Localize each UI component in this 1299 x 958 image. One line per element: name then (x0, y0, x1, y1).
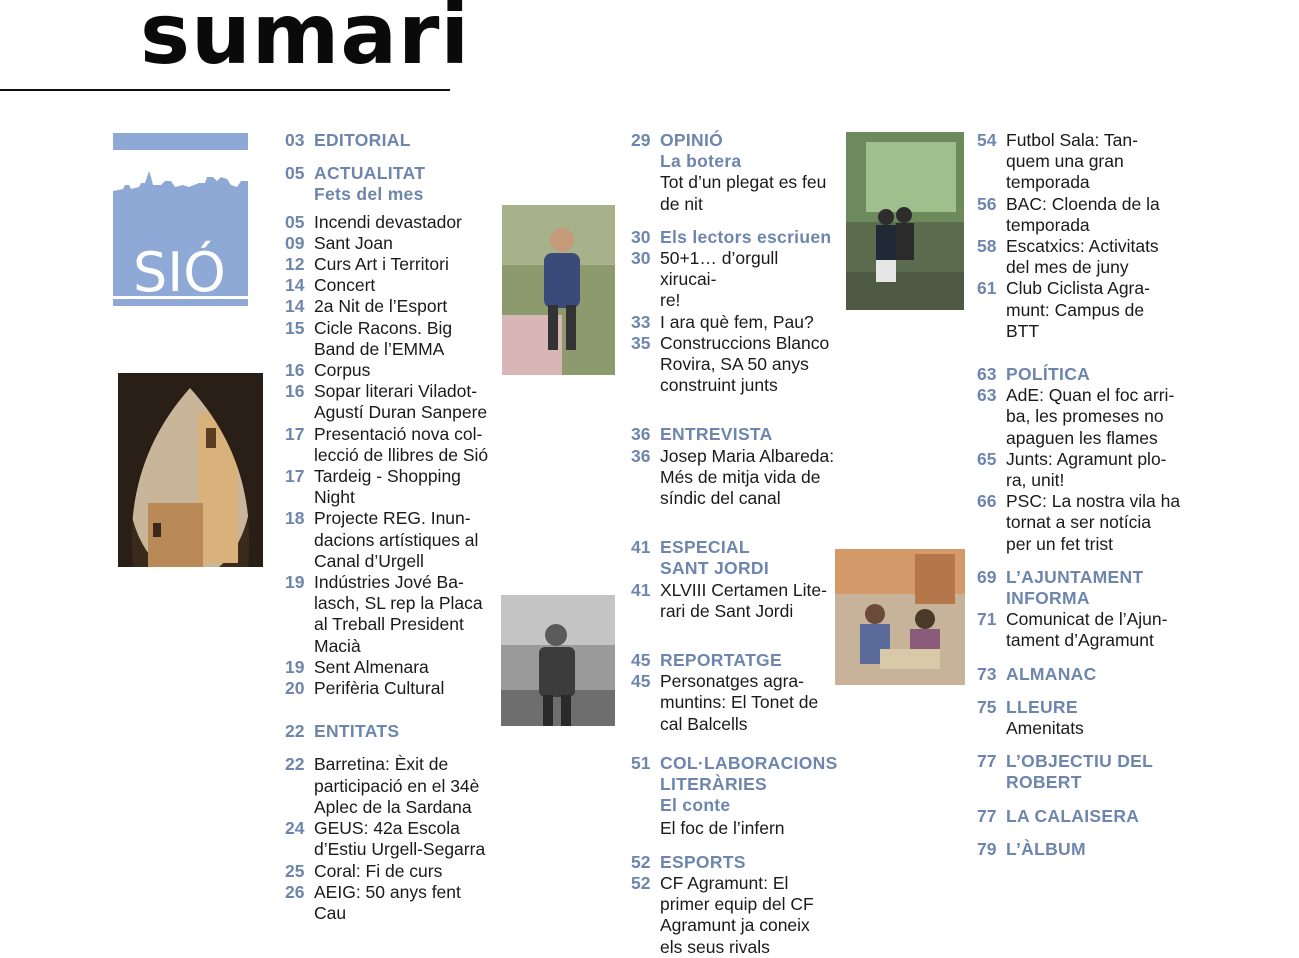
toc-entry (285, 818, 500, 860)
entry-title: Els lectors escriuen (660, 226, 832, 247)
toc-section-heading (631, 227, 836, 248)
page-number: 41 (631, 537, 651, 558)
page-number: 29 (631, 130, 651, 150)
toc-entry (977, 385, 1192, 449)
toc-entry (631, 312, 836, 333)
toc-entry (977, 236, 1192, 278)
toc-entry (285, 381, 500, 423)
toc-entry (977, 194, 1192, 236)
toc-section-heading (631, 753, 836, 817)
toc-column-1 (285, 130, 500, 924)
entry-title: XLVIII Certamen Lite- rari de Sant Jordi (660, 579, 827, 621)
page-number: 52 (631, 872, 651, 893)
toc-entry (631, 580, 836, 622)
page-number: 12 (285, 254, 305, 275)
entry-title: Personatges agra- muntins: El Tonet de cal Balcells (660, 671, 819, 734)
toc-entry (977, 130, 1192, 194)
toc-entry (285, 318, 500, 360)
entry-title: Junts: Agramunt plo- ra, unit! (1006, 448, 1167, 491)
toc-entry (285, 233, 500, 254)
entry-title: Concert (314, 275, 376, 296)
toc-section-heading (977, 806, 1192, 827)
entry-title: POLÍTICA (1006, 364, 1091, 385)
page-number: 09 (285, 232, 305, 253)
page-number: 30 (631, 248, 651, 269)
toc-section-heading (631, 424, 836, 445)
toc-entry (631, 671, 836, 735)
page-number: 30 (631, 226, 651, 247)
entry-title: LA CALAISERA (1006, 805, 1140, 826)
page-number (631, 818, 660, 839)
page-number: 18 (285, 508, 305, 529)
entry-title: Presentació nova col- lecció de llibres de Sió (314, 423, 489, 465)
page-number: 16 (285, 360, 305, 381)
toc-entry (977, 609, 1192, 651)
page-number: 33 (631, 311, 651, 332)
entry-title: Construccions Blanco Rovira, SA 50 anys construint junts (660, 332, 830, 396)
toc-column-3 (977, 130, 1192, 860)
toc-entry (285, 466, 500, 508)
logo-text: SIÓ (133, 241, 226, 304)
entry-title: PSC: La nostra vila ha tornat a ser notícia per un fet trist (1006, 491, 1181, 554)
entry-title: EDITORIAL (314, 130, 411, 150)
toc-entry (285, 360, 500, 381)
toc-section-heading (977, 697, 1192, 718)
toc-entry (285, 882, 500, 924)
entry-title: L’AJUNTAMENT INFORMA (1006, 566, 1144, 609)
page-number: 22 (285, 754, 305, 775)
entry-title: Escatxics: Activitats del mes de juny (1006, 236, 1159, 278)
entry-title: 2a Nit de l’Esport (314, 296, 448, 317)
entry-title: ENTITATS (314, 721, 400, 742)
photo-couple-screen (846, 132, 964, 310)
entry-title: Tardeig - Shopping Night (314, 466, 461, 508)
page-number: 16 (285, 381, 305, 402)
toc-entry (285, 424, 500, 466)
entry-title: Tot d’un plegat es feu de nit (660, 172, 827, 214)
toc-entry (631, 172, 836, 214)
entry-title: El foc de l’infern (660, 818, 785, 839)
page-number: 03 (285, 130, 305, 150)
toc-entry (631, 873, 836, 958)
page-number: 63 (977, 364, 997, 385)
photo-group-table (835, 549, 965, 685)
photo-person-field (502, 205, 615, 375)
entry-title: Perifèria Cultural (314, 678, 445, 699)
toc-entry (631, 446, 836, 510)
entry-title: GEUS: 42a Escola d’Estiu Urgell-Segarra (314, 818, 486, 860)
entry-title: BAC: Cloenda de la temporada (1006, 193, 1160, 235)
page-number: 24 (285, 818, 305, 839)
entry-title: Amenitats (1006, 718, 1084, 739)
entry-title: ALMANAC (1006, 663, 1097, 684)
page-number: 05 (285, 211, 305, 232)
subsection-heading: La botera (660, 151, 742, 172)
entry-title: L’ÀLBUM (1006, 838, 1086, 859)
toc-section-heading (977, 751, 1192, 793)
sio-logo (113, 133, 248, 306)
toc-entry (977, 449, 1192, 491)
page-number: 45 (631, 671, 651, 692)
toc-entry (631, 248, 836, 312)
toc-column-2 (631, 130, 836, 958)
page-number: 19 (285, 572, 305, 593)
entry-title: Sopar literari Viladot- Agustí Duran Sanpere (314, 381, 488, 423)
entry-title: ACTUALITAT (314, 163, 426, 184)
toc-section-heading (285, 130, 500, 151)
page-number: 75 (977, 696, 997, 717)
page-number: 15 (285, 317, 305, 338)
entry-title: COL·LABORACIONS LITERÀRIES (660, 752, 838, 795)
entry-title: Projecte REG. Inun- dacions artístiques al Canal d’Urgell (314, 508, 479, 571)
photo-old-man (501, 595, 615, 726)
toc-section-heading (631, 130, 836, 172)
entry-title: Futbol Sala: Tan- quem una gran temporada (1006, 130, 1138, 193)
entry-title: Curs Art i Territori (314, 254, 449, 275)
page-number: 51 (631, 752, 651, 773)
entry-title: Incendi devastador (314, 211, 462, 232)
entry-title: Comunicat de l’Ajun- tament d’Agramunt (1006, 609, 1168, 651)
toc-section-heading (631, 852, 836, 873)
page-number: 65 (977, 448, 997, 469)
page-number (631, 172, 660, 214)
toc-entry (631, 818, 836, 839)
entry-title: Indústries Jové Ba- lasch, SL rep la Placa al Treball President Macià (314, 572, 483, 656)
page-number: 71 (977, 609, 997, 630)
entry-title: Sent Almenara (314, 656, 429, 677)
entry-title: ENTREVISTA (660, 424, 773, 445)
toc-section-heading (285, 721, 500, 742)
entry-title: Barretina: Èxit de participació en el 34è Aplec de la Sardana (314, 754, 480, 817)
toc-entry (977, 491, 1192, 555)
subsection-heading: El conte (660, 795, 731, 816)
toc-entry (285, 678, 500, 699)
page-number: 54 (977, 130, 997, 150)
entry-title: Josep Maria Albareda: Més de mitja vida de síndic del canal (660, 445, 835, 509)
entry-title: ESPORTS (660, 851, 746, 872)
toc-entry (285, 508, 500, 572)
page-number: 17 (285, 466, 305, 487)
toc-entry (285, 296, 500, 317)
entry-title: Corpus (314, 360, 371, 381)
toc-section-heading (631, 650, 836, 671)
page-number: 25 (285, 860, 305, 881)
entry-title: Sant Joan (314, 232, 393, 253)
page-number: 69 (977, 566, 997, 587)
toc-section-heading (977, 839, 1192, 860)
entry-title: LLEURE (1006, 696, 1078, 717)
entry-title: I ara què fem, Pau? (660, 311, 814, 332)
toc-entry (285, 657, 500, 678)
entry-title: ESPECIAL SANT JORDI (660, 537, 769, 579)
entry-title: 50+1… d’orgull xirucai- re! (660, 248, 779, 311)
page-number: 52 (631, 851, 651, 872)
toc-section-heading (977, 664, 1192, 685)
page-number: 79 (977, 838, 997, 859)
page-number: 19 (285, 656, 305, 677)
toc-entry (285, 254, 500, 275)
page-number: 56 (977, 193, 997, 214)
page-number: 41 (631, 579, 651, 600)
toc-section-heading (977, 567, 1192, 609)
page-title: sumari (140, 0, 471, 83)
toc-entry (285, 861, 500, 882)
toc-section-heading (631, 537, 836, 579)
toc-section-heading (285, 163, 500, 205)
page-number: 58 (977, 236, 997, 257)
page-number (977, 718, 1006, 739)
page-number: 26 (285, 881, 305, 902)
entry-title: OPINIÓ (660, 130, 724, 150)
entry-title: Club Ciclista Agra- munt: Campus de BTT (1006, 278, 1150, 341)
toc-entry (977, 718, 1192, 739)
page-number: 22 (285, 721, 305, 742)
toc-entry (285, 275, 500, 296)
page-number: 61 (977, 278, 997, 299)
page-number: 77 (977, 805, 997, 826)
page-number: 05 (285, 163, 305, 184)
toc-entry (977, 278, 1192, 342)
entry-title: AEIG: 50 anys fent Cau (314, 881, 461, 923)
toc-entry (631, 333, 836, 397)
page-number: 14 (285, 275, 305, 296)
page-number: 14 (285, 296, 305, 317)
toc-entry (285, 754, 500, 818)
page-number: 66 (977, 491, 997, 512)
page-number: 63 (977, 385, 997, 406)
toc-entry (285, 572, 500, 657)
page-number: 35 (631, 332, 651, 353)
entry-title: L’OBJECTIU DEL ROBERT (1006, 751, 1154, 793)
page-number: 36 (631, 445, 651, 466)
title-divider (0, 89, 450, 91)
page-number: 73 (977, 663, 997, 684)
page-number: 20 (285, 678, 305, 699)
page-number: 45 (631, 650, 651, 671)
entry-title: Cicle Racons. Big Band de l’EMMA (314, 317, 453, 359)
entry-title: CF Agramunt: El primer equip del CF Agramunt ja coneix els seus rivals (660, 872, 814, 957)
toc-entry (285, 212, 500, 233)
entry-title: AdE: Quan el foc arri- ba, les promeses no apaguen les flames (1006, 385, 1175, 448)
entry-title: REPORTATGE (660, 650, 782, 671)
photo-village-arch (118, 373, 263, 567)
subsection-heading: Fets del mes (314, 184, 424, 205)
toc-section-heading (977, 364, 1192, 385)
entry-title: Coral: Fi de curs (314, 860, 443, 881)
page-number: 36 (631, 424, 651, 445)
page-number: 77 (977, 751, 997, 772)
page-number: 17 (285, 423, 305, 444)
